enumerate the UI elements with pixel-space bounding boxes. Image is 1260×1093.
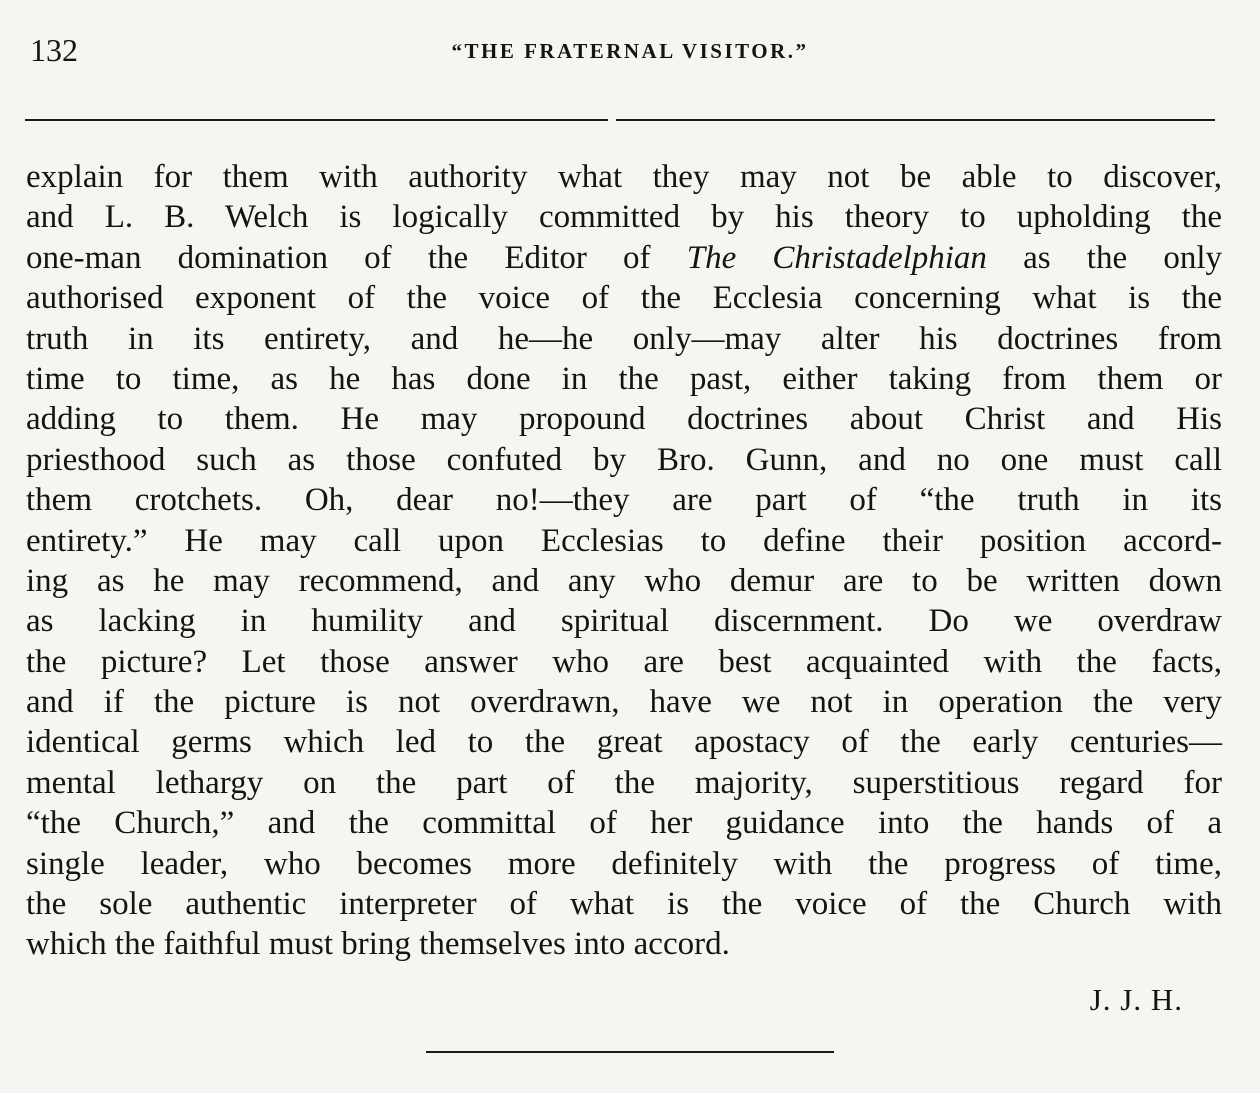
article-line: them crotchets. Oh, dear no!—they are part of “the truth in its xyxy=(26,482,1222,519)
article-line: which the faithful must bring themselves into accord. xyxy=(26,926,730,963)
article-line: single leader, who becomes more definitely with the progress of time, xyxy=(26,845,1222,882)
periodical-title: The Christadelphian xyxy=(686,239,987,276)
footer-rule xyxy=(426,1051,834,1053)
article-line: adding to them. He may propound doctrines about Christ and His xyxy=(26,401,1222,438)
article-line: and L. B. Welch is logically committed by his theory to upholding the xyxy=(26,199,1222,236)
article-line-text: one-man domination of the Editor of xyxy=(26,239,687,276)
header-rule-left xyxy=(25,119,608,121)
article-line: priesthood such as those confuted by Bro. Gunn, and no one must call xyxy=(26,441,1222,478)
article-line: as lacking in humility and spiritual discernment. Do we overdraw xyxy=(26,603,1222,640)
article-line: “the Church,” and the committal of her guidance into the hands of a xyxy=(26,805,1222,842)
author-signature: J. J. H. xyxy=(1089,982,1183,1017)
article-line: the sole authentic interpreter of what is the voice of the Church with xyxy=(26,886,1222,923)
article-line xyxy=(26,238,1222,278)
article-line: explain for them with authority what they may not be able to discover, xyxy=(26,159,1222,195)
article-line: entirety.” He may call upon Ecclesias to define their position accord- xyxy=(26,522,1222,559)
header-rule-right xyxy=(616,119,1215,121)
article-line: and if the picture is not overdrawn, have we not in operation the very xyxy=(26,684,1222,721)
article-line: authorised exponent of the voice of the Ecclesia concerning what is the xyxy=(26,280,1222,317)
article-line: truth in its entirety, and he—he only—may alter his doctrines from xyxy=(26,320,1222,357)
running-head: “THE FRATERNAL VISITOR.” xyxy=(451,39,809,63)
article-line: time to time, as he has done in the past, either taking from them or xyxy=(26,360,1222,397)
article-line: ing as he may recommend, and any who demur are to be written down xyxy=(26,562,1222,599)
article-line: the picture? Let those answer who are best acquainted with the facts, xyxy=(26,643,1222,680)
article-body xyxy=(26,157,1222,965)
page-number: 132 xyxy=(30,32,78,68)
article-line: identical germs which led to the great apostacy of the early centuries— xyxy=(26,724,1222,761)
article-line-text: as the only xyxy=(986,239,1222,276)
article-line: mental lethargy on the part of the majority, superstitious regard for xyxy=(26,764,1222,801)
